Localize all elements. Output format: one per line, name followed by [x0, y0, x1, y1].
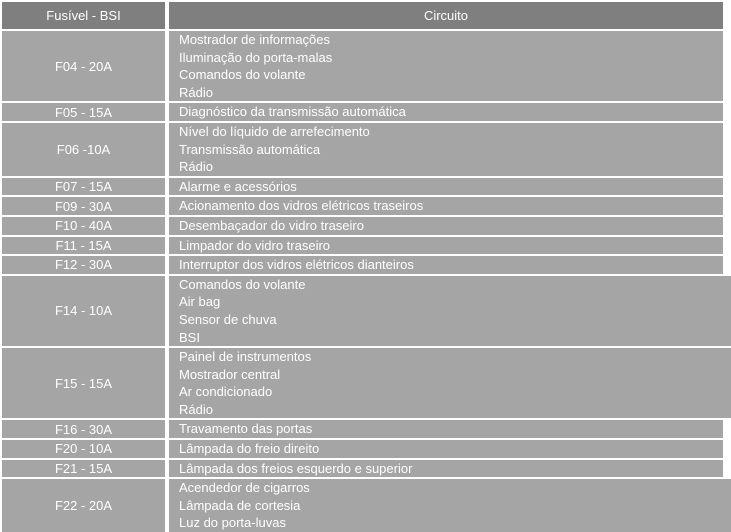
circuit-cell	[169, 197, 723, 215]
fuse-cell: F09 - 30A	[2, 197, 165, 215]
table-row	[2, 31, 723, 101]
circuit-line: Ar condicionado	[179, 384, 273, 400]
fuse-cell: F15 - 15A	[2, 348, 165, 418]
circuit-cell	[169, 217, 723, 235]
fuse-cell: F14 - 10A	[2, 276, 165, 346]
circuit-line: Comandos do volante	[179, 276, 306, 292]
circuit-line: Travamento das portas	[179, 421, 313, 437]
circuit-line: Mostrador central	[179, 366, 281, 382]
circuit-line: Lâmpada do freio direito	[179, 441, 320, 457]
circuit-cell	[169, 256, 723, 274]
circuit-line: Lâmpada de cortesia	[179, 497, 301, 513]
circuit-line: Air bag	[179, 294, 221, 310]
fuse-cell: F07 - 15A	[2, 178, 165, 196]
table-header-row	[2, 2, 723, 29]
circuit-line: Acionamento dos vidros elétricos traseiros	[179, 198, 424, 214]
circuit-line: Rádio	[179, 84, 213, 100]
table-row	[2, 420, 723, 438]
circuit-cell	[169, 31, 723, 101]
circuit-line: Nível do líquido de arrefecimento	[179, 123, 370, 139]
fuse-cell: F10 - 40A	[2, 217, 165, 235]
circuit-line: Iluminação do porta-malas	[179, 49, 333, 65]
fuse-cell: F04 - 20A	[2, 31, 165, 101]
circuit-cell	[169, 348, 731, 418]
table-row	[2, 237, 723, 255]
circuit-cell	[169, 103, 723, 121]
circuit-line: Alarme e acessórios	[179, 178, 297, 194]
circuit-cell	[169, 276, 731, 346]
circuit-line: Acendedor de cigarros	[179, 480, 310, 496]
circuit-line: BSI	[179, 329, 200, 345]
circuit-line: Comandos do volante	[179, 67, 306, 83]
fuse-cell: F11 - 15A	[2, 237, 165, 255]
circuit-cell	[169, 440, 723, 458]
circuit-line: Mostrador de informações	[179, 32, 331, 47]
table-row	[2, 479, 731, 532]
circuit-line: Sensor de chuva	[179, 311, 277, 327]
table-row	[2, 123, 723, 176]
circuit-line: Luz do porta-luvas	[179, 515, 286, 531]
circuit-cell	[169, 420, 723, 438]
circuit-line: Rádio	[179, 401, 213, 417]
fuse-cell: F06 -10A	[2, 123, 165, 176]
circuit-cell	[169, 460, 723, 478]
circuit-line: Desembaçador do vidro traseiro	[179, 217, 364, 233]
table-body	[2, 31, 731, 532]
fuse-table	[2, 2, 731, 532]
table-row	[2, 276, 731, 346]
table-row	[2, 348, 731, 418]
table-row	[2, 197, 723, 215]
column-header-fuse: Fusível - BSI	[2, 2, 165, 29]
fuse-cell: F16 - 30A	[2, 420, 165, 438]
table-row	[2, 217, 723, 235]
circuit-line: Limpador do vidro traseiro	[179, 237, 331, 253]
circuit-cell	[169, 237, 723, 255]
table-row	[2, 440, 723, 458]
column-header-circuit: Circuito	[169, 2, 723, 29]
fuse-cell: F05 - 15A	[2, 103, 165, 121]
fuse-cell: F22 - 20A	[2, 479, 165, 532]
fuse-cell: F20 - 10A	[2, 440, 165, 458]
circuit-cell	[169, 479, 731, 532]
circuit-line: Lâmpada dos freios esquerdo e superior	[179, 460, 413, 476]
fuse-cell: F21 - 15A	[2, 460, 165, 478]
table-row	[2, 460, 723, 478]
circuit-line: Transmissão automática	[179, 141, 321, 157]
circuit-line: Interruptor dos vidros elétricos dianteiros	[179, 257, 414, 273]
table-row	[2, 178, 723, 196]
circuit-line: Diagnóstico da transmissão automática	[179, 104, 406, 120]
circuit-cell	[169, 178, 723, 196]
circuit-line: Painel de instrumentos	[179, 349, 312, 365]
table-row	[2, 256, 723, 274]
table-row	[2, 103, 723, 121]
circuit-line: Rádio	[179, 159, 213, 175]
fuse-cell: F12 - 30A	[2, 256, 165, 274]
circuit-cell	[169, 123, 723, 176]
